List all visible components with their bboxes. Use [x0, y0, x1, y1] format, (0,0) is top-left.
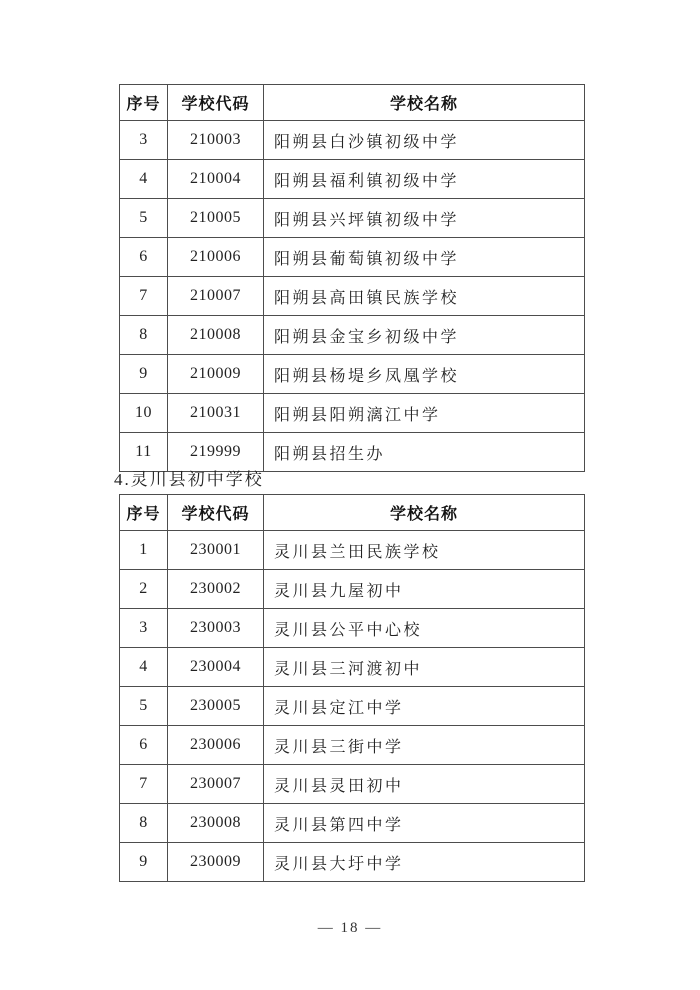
table-row	[120, 648, 585, 687]
row-index-cell: 9	[120, 355, 168, 394]
table-row	[120, 394, 585, 433]
school-code-cell: 230005	[168, 687, 264, 726]
school-name-cell: 灵川县兰田民族学校	[264, 531, 585, 570]
school-name-cell: 灵川县三街中学	[264, 726, 585, 765]
table-row	[120, 160, 585, 199]
school-name-cell: 灵川县灵田初中	[264, 765, 585, 804]
header-serial: 序号	[120, 495, 168, 531]
table-row	[120, 277, 585, 316]
row-index-cell: 8	[120, 804, 168, 843]
table-row	[120, 316, 585, 355]
row-index-cell: 2	[120, 570, 168, 609]
section-heading: 4.灵川县初中学校	[114, 470, 264, 489]
header-name: 学校名称	[264, 85, 585, 121]
table-row	[120, 609, 585, 648]
school-code-cell: 210004	[168, 160, 264, 199]
school-code-cell: 230006	[168, 726, 264, 765]
school-code-cell: 210009	[168, 355, 264, 394]
row-index-cell: 5	[120, 687, 168, 726]
row-index-cell: 6	[120, 238, 168, 277]
school-code-cell: 219999	[168, 433, 264, 472]
table-row	[120, 843, 585, 882]
header-name: 学校名称	[264, 495, 585, 531]
row-index-cell: 5	[120, 199, 168, 238]
row-index-cell: 3	[120, 609, 168, 648]
table-header-row	[120, 495, 585, 531]
school-code-cell: 210005	[168, 199, 264, 238]
row-index-cell: 3	[120, 121, 168, 160]
school-name-cell: 阳朔县阳朔漓江中学	[264, 394, 585, 433]
row-index-cell: 9	[120, 843, 168, 882]
table-row	[120, 726, 585, 765]
table-row	[120, 355, 585, 394]
school-code-cell: 230001	[168, 531, 264, 570]
school-name-cell: 阳朔县葡萄镇初级中学	[264, 238, 585, 277]
school-name-cell: 阳朔县兴坪镇初级中学	[264, 199, 585, 238]
row-index-cell: 11	[120, 433, 168, 472]
yangshuo-school-table	[119, 84, 585, 472]
school-code-cell: 230003	[168, 609, 264, 648]
school-code-cell: 230008	[168, 804, 264, 843]
school-name-cell: 灵川县定江中学	[264, 687, 585, 726]
school-code-cell: 210008	[168, 316, 264, 355]
row-index-cell: 6	[120, 726, 168, 765]
school-name-cell: 阳朔县金宝乡初级中学	[264, 316, 585, 355]
table-row	[120, 687, 585, 726]
table-row	[120, 804, 585, 843]
school-code-cell: 210031	[168, 394, 264, 433]
table-header-row	[120, 85, 585, 121]
school-name-cell: 灵川县大圩中学	[264, 843, 585, 882]
table-row	[120, 765, 585, 804]
school-name-cell: 阳朔县高田镇民族学校	[264, 277, 585, 316]
header-code: 学校代码	[168, 495, 264, 531]
school-name-cell: 灵川县三河渡初中	[264, 648, 585, 687]
table-row	[120, 121, 585, 160]
school-code-cell: 210006	[168, 238, 264, 277]
school-code-cell: 210007	[168, 277, 264, 316]
table-row	[120, 238, 585, 277]
school-code-cell: 210003	[168, 121, 264, 160]
school-name-cell: 阳朔县福利镇初级中学	[264, 160, 585, 199]
school-name-cell: 灵川县九屋初中	[264, 570, 585, 609]
school-name-cell: 灵川县第四中学	[264, 804, 585, 843]
header-code: 学校代码	[168, 85, 264, 121]
table-row	[120, 199, 585, 238]
school-code-cell: 230009	[168, 843, 264, 882]
header-serial: 序号	[120, 85, 168, 121]
school-code-cell: 230007	[168, 765, 264, 804]
row-index-cell: 10	[120, 394, 168, 433]
school-name-cell: 阳朔县招生办	[264, 433, 585, 472]
row-index-cell: 8	[120, 316, 168, 355]
school-code-cell: 230002	[168, 570, 264, 609]
school-code-cell: 230004	[168, 648, 264, 687]
row-index-cell: 7	[120, 765, 168, 804]
lingchuan-school-table	[119, 494, 585, 882]
row-index-cell: 4	[120, 648, 168, 687]
row-index-cell: 7	[120, 277, 168, 316]
school-name-cell: 灵川县公平中心校	[264, 609, 585, 648]
school-name-cell: 阳朔县白沙镇初级中学	[264, 121, 585, 160]
table-row	[120, 570, 585, 609]
school-name-cell: 阳朔县杨堤乡凤凰学校	[264, 355, 585, 394]
table-row	[120, 531, 585, 570]
page-number: — 18 —	[317, 920, 383, 936]
row-index-cell: 1	[120, 531, 168, 570]
row-index-cell: 4	[120, 160, 168, 199]
